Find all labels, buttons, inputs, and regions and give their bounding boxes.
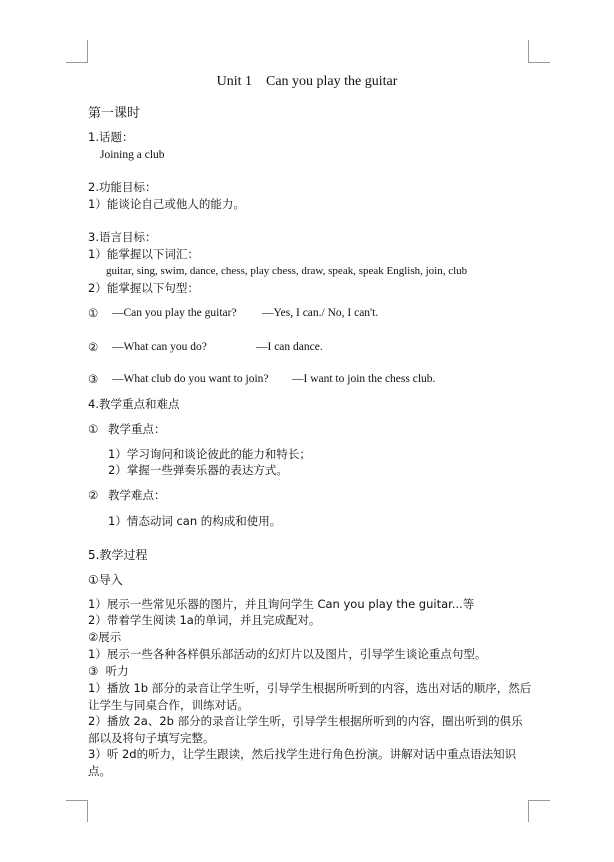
pattern-2-question: —What can you do? <box>112 341 207 353</box>
key-points-number: ① <box>88 422 99 436</box>
key-point-1: 1）学习询问和谈论彼此的能力和特长； <box>108 447 311 461</box>
step-listen-label: ③ 听力 <box>88 664 129 678</box>
lesson-heading: 第一课时 <box>88 106 141 121</box>
pattern-3-answer: —I want to join the chess club. <box>292 373 436 385</box>
section-5-heading: 5.教学过程 <box>88 548 148 562</box>
step-listen-2: 2）播放 2a、2b 部分的录音让学生听，引导学生根据所听到的内容，圈出听到的俱乐部以及将句子填写完整。 <box>88 714 523 745</box>
step-listen-3: 3）听 2d的听力，让学生跟读，然后找学生进行角色扮演。讲解对话中重点语法知识点。 <box>88 747 517 778</box>
pattern-1-number: ① <box>88 306 99 320</box>
language-goal-item-1: 1）能掌握以下词汇： <box>88 247 199 261</box>
step-intro-1: 1）展示一些常见乐器的图片，并且询问学生 Can you play the guitar...等 <box>88 597 475 611</box>
key-point-2: 2）掌握一些弹奏乐器的表达方式。 <box>108 463 288 477</box>
function-goal-item: 1）能谈论自己或他人的能力。 <box>88 197 245 211</box>
section-1-heading: 1.话题： <box>88 130 134 144</box>
pattern-1-answer: —Yes, I can./ No, I can't. <box>262 307 379 319</box>
difficulty-1: 1）情态动词 can 的构成和使用。 <box>108 514 282 528</box>
document-title: Unit 1 Can you play the guitar <box>216 74 398 89</box>
pattern-2-number: ② <box>88 340 99 354</box>
step-intro-label: ①导入 <box>88 573 123 587</box>
pattern-3-number: ③ <box>88 372 99 386</box>
step-present-1: 1）展示一些各种各样俱乐部活动的幻灯片以及图片，引导学生谈论重点句型。 <box>88 647 487 661</box>
section-4-heading: 4.教学重点和难点 <box>88 397 180 411</box>
difficulty-number: ② <box>88 488 99 502</box>
topic-text: Joining a club <box>100 149 165 161</box>
vocabulary-list: guitar, sing, swim, dance, chess, play chess, draw, speak, speak English, join, club <box>106 265 468 277</box>
difficulty-label: 教学难点： <box>108 488 166 502</box>
key-points-label: 教学重点： <box>108 422 166 436</box>
section-3-heading: 3.语言目标： <box>88 230 157 244</box>
step-intro-2: 2）带着学生阅读 1a的单词，并且完成配对。 <box>88 613 321 627</box>
pattern-3-question: —What club do you want to join? <box>112 373 269 385</box>
language-goal-item-2: 2）能掌握以下句型： <box>88 281 199 295</box>
section-2-heading: 2.功能目标： <box>88 180 157 194</box>
step-present-label: ②展示 <box>88 630 122 644</box>
step-listen-1: 1）播放 1b 部分的录音让学生听，引导学生根据所听到的内容，选出对话的顺序，然后让学生与同桌合作，训练对话。 <box>88 681 532 712</box>
pattern-1-question: —Can you play the guitar? <box>112 307 237 319</box>
pattern-2-answer: —I can dance. <box>256 341 323 353</box>
